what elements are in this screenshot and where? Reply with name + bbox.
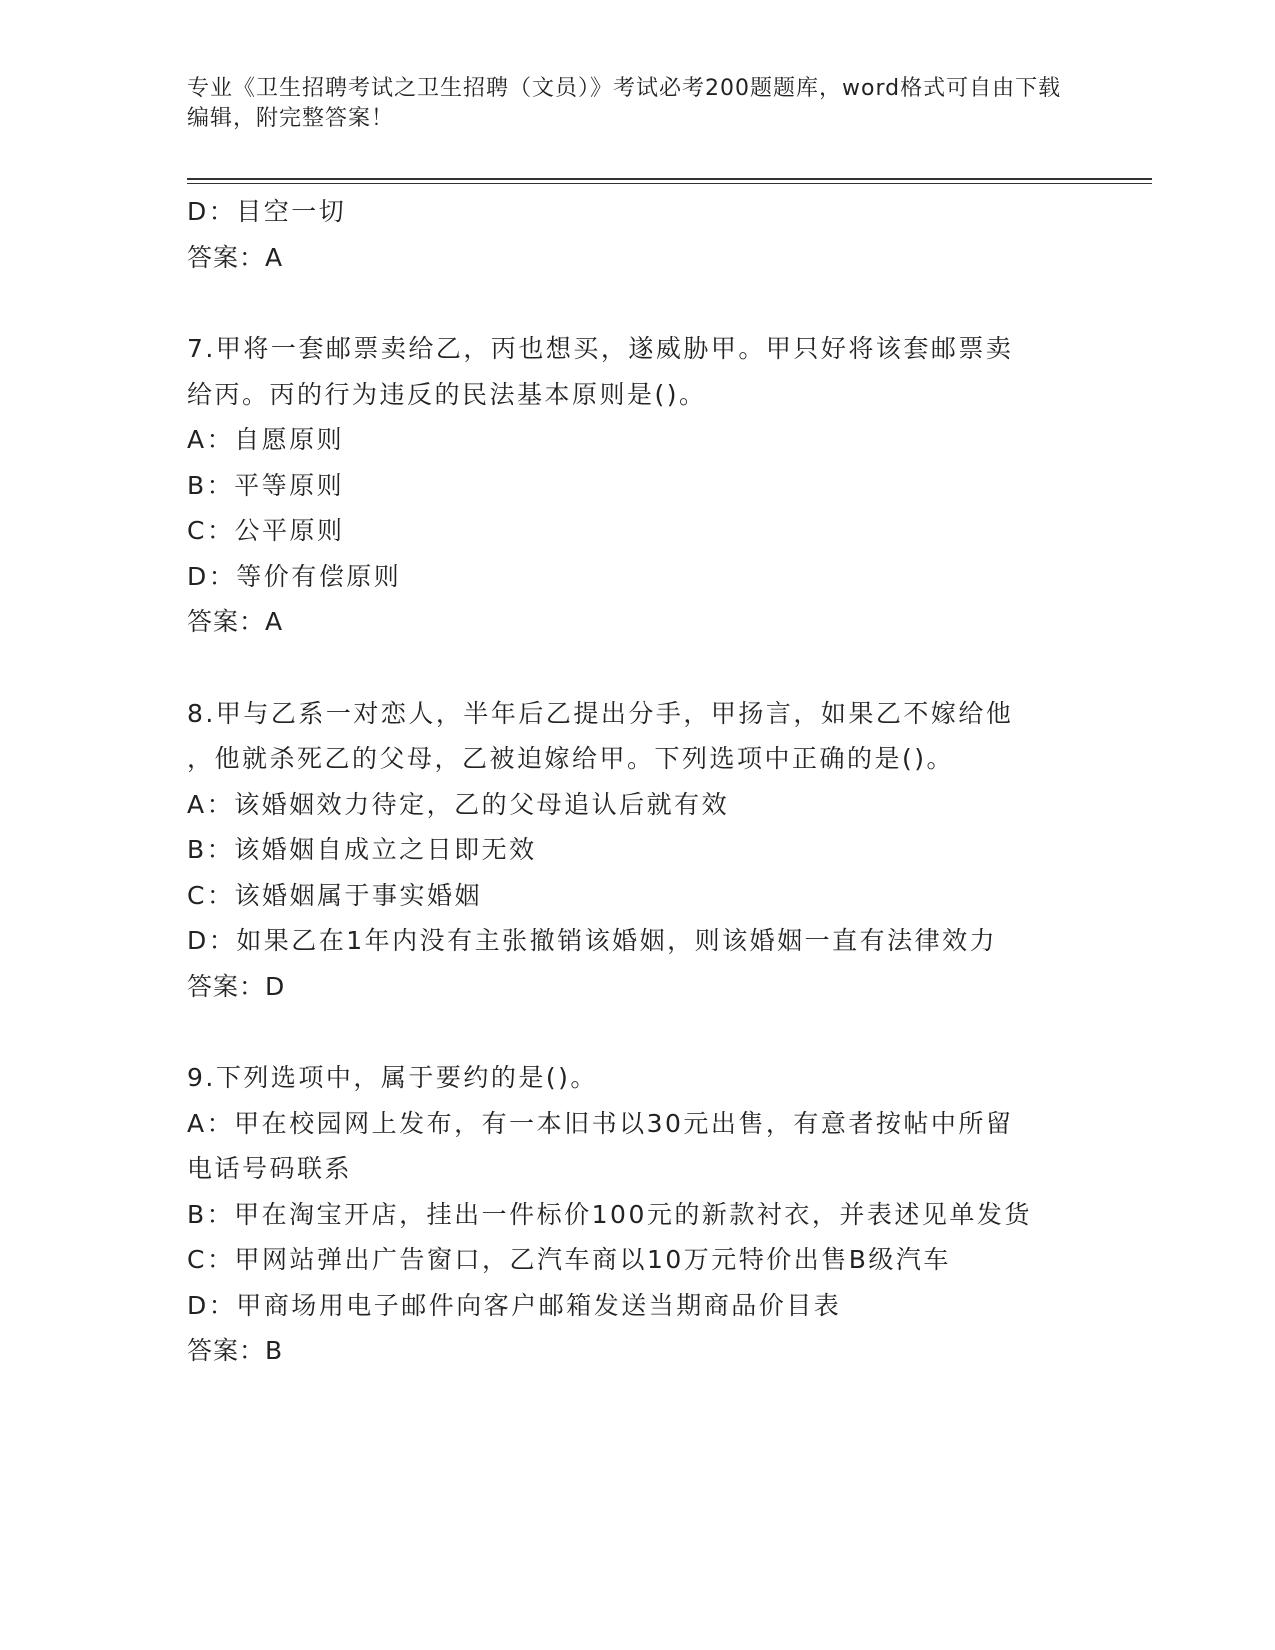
question-list <box>187 189 1087 1374</box>
option-b: B：该婚姻自成立之日即无效 <box>187 835 537 864</box>
spacer <box>187 1009 1087 1055</box>
option-a: A：自愿原则 <box>187 425 345 454</box>
spacer <box>187 280 1087 326</box>
option-d: D：甲商场用电子邮件向客户邮箱发送当期商品价目表 <box>187 1290 842 1320</box>
answer-line: 答案：A <box>187 607 284 636</box>
question-7 <box>187 326 1087 645</box>
option-d: D：目空一切 <box>187 197 347 226</box>
header-divider-thin <box>187 183 1152 184</box>
option-d: D：等价有偿原则 <box>187 561 402 591</box>
question-stem: 7.甲将一套邮票卖给乙，丙也想买，遂威胁甲。甲只好将该套邮票卖 <box>187 334 1014 363</box>
answer-line: 答案：D <box>187 971 286 1001</box>
header-divider-thick <box>187 178 1152 180</box>
option-c: C：该婚姻属于事实婚姻 <box>187 880 482 910</box>
option-b: B：平等原则 <box>187 470 345 500</box>
spacer <box>187 645 1087 691</box>
question-8 <box>187 691 1087 1010</box>
answer-line: 答案：B <box>187 1336 284 1365</box>
option-b: B：甲在淘宝开店，挂出一件标价100元的新款衬衣，并表述见单发货 <box>187 1199 1032 1229</box>
question-stem: 8.甲与乙系一对恋人，半年后乙提出分手，甲扬言，如果乙不嫁给他 <box>187 698 1014 728</box>
option-a: A：该婚姻效力待定，乙的父母追认后就有效 <box>187 789 730 819</box>
document-header <box>187 74 1067 134</box>
question-9 <box>187 1055 1087 1374</box>
option-d: D：如果乙在1年内没有主张撤销该婚姻，则该婚姻一直有法律效力 <box>187 926 998 955</box>
option-a-continued: 电话号码联系 <box>187 1154 353 1183</box>
prev-question-tail <box>187 189 1087 280</box>
header-text: 专业《卫生招聘考试之卫生招聘（文员）》考试必考200题题库，word格式可自由下载编辑，附完整答案！ <box>187 76 1062 131</box>
option-c: C：甲网站弹出广告窗口，乙汽车商以10万元特价出售B级汽车 <box>187 1245 951 1274</box>
option-c: C：公平原则 <box>187 516 345 545</box>
question-stem-continued: 给丙。丙的行为违反的民法基本原则是()。 <box>187 379 707 409</box>
question-stem-continued: ，他就杀死乙的父母，乙被迫嫁给甲。下列选项中正确的是()。 <box>187 744 955 773</box>
answer-line: 答案：A <box>187 242 284 272</box>
question-stem: 9.下列选项中，属于要约的是()。 <box>187 1063 598 1092</box>
option-a: A：甲在校园网上发布，有一本旧书以30元出售，有意者按帖中所留 <box>187 1108 1014 1138</box>
